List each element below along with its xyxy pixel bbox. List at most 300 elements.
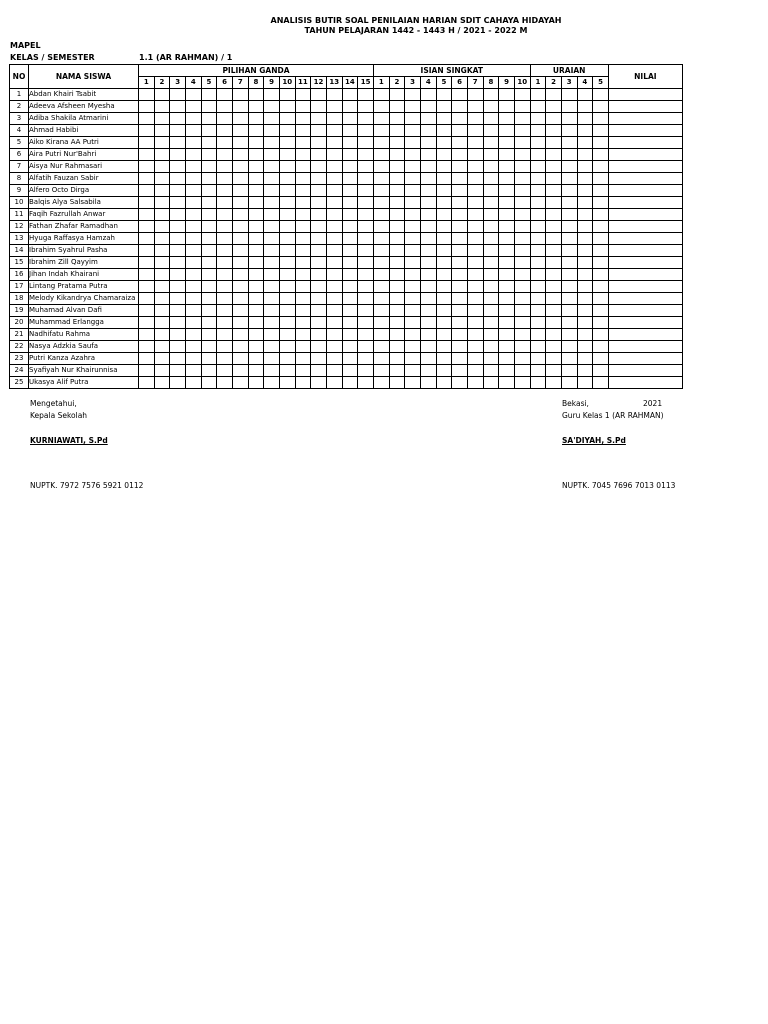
score-cell [467,161,483,173]
score-cell [546,329,562,341]
score-cell [499,173,515,185]
score-cell [420,149,436,161]
score-cell [514,101,530,113]
score-cell [561,101,577,113]
score-cell [201,89,217,101]
score-cell [326,209,342,221]
score-cell [185,149,201,161]
pg-question-number: 1 [139,77,155,89]
score-cell [311,281,327,293]
score-cell [483,233,499,245]
score-cell [514,365,530,377]
score-cell [467,341,483,353]
score-cell [170,137,186,149]
place-label: Bekasi, [562,399,589,408]
student-number: 24 [10,365,29,377]
score-cell [593,245,609,257]
score-cell [499,221,515,233]
score-cell [405,329,421,341]
score-cell [373,329,389,341]
score-cell [373,89,389,101]
score-cell [483,161,499,173]
score-cell [264,293,280,305]
score-cell [217,281,233,293]
score-cell [467,365,483,377]
score-cell [452,245,468,257]
score-cell [546,101,562,113]
score-cell [561,293,577,305]
score-cell [405,305,421,317]
score-cell [530,341,546,353]
score-cell [154,125,170,137]
score-cell [436,365,452,377]
score-cell [561,161,577,173]
table-row [10,149,683,161]
score-cell [295,89,311,101]
score-cell [185,377,201,389]
isian-question-number: 9 [499,77,515,89]
score-cell [217,161,233,173]
score-cell [154,185,170,197]
nilai-cell [608,233,682,245]
score-cell [452,101,468,113]
student-name: Muhammad Erlangga [29,317,139,329]
score-cell [326,149,342,161]
score-cell [154,173,170,185]
score-cell [561,365,577,377]
uraian-header: URAIAN [530,65,608,77]
score-cell [154,89,170,101]
score-cell [342,293,358,305]
score-cell [311,341,327,353]
score-cell [452,305,468,317]
score-cell [530,137,546,149]
score-cell [483,209,499,221]
score-cell [279,329,295,341]
score-cell [420,101,436,113]
score-cell [561,329,577,341]
score-cell [577,209,593,221]
score-cell [436,89,452,101]
mapel-label: MAPEL [10,41,41,50]
teacher-name: SA'DIYAH, S.Pd [562,436,626,445]
score-cell [264,125,280,137]
score-cell [342,257,358,269]
score-cell [358,149,374,161]
score-cell [311,221,327,233]
nilai-cell [608,329,682,341]
nilai-cell [608,281,682,293]
score-cell [499,281,515,293]
score-cell [342,341,358,353]
score-cell [201,233,217,245]
score-cell [342,377,358,389]
isian-question-number: 3 [405,77,421,89]
score-cell [295,125,311,137]
score-cell [232,377,248,389]
score-cell [577,161,593,173]
score-cell [483,341,499,353]
score-cell [217,173,233,185]
student-name: Ahmad Habibi [29,125,139,137]
score-cell [311,113,327,125]
score-cell [373,137,389,149]
score-cell [326,269,342,281]
score-cell [217,197,233,209]
score-cell [311,233,327,245]
score-cell [170,281,186,293]
table-row [10,257,683,269]
score-cell [546,305,562,317]
score-cell [389,173,405,185]
score-cell [530,233,546,245]
score-cell [311,377,327,389]
score-cell [279,173,295,185]
score-cell [546,209,562,221]
score-cell [295,233,311,245]
table-row [10,209,683,221]
score-cell [436,113,452,125]
score-cell [264,377,280,389]
score-cell [326,341,342,353]
score-cell [248,125,264,137]
score-cell [389,341,405,353]
score-cell [420,173,436,185]
score-cell [593,209,609,221]
score-cell [232,341,248,353]
score-cell [264,341,280,353]
nilai-cell [608,305,682,317]
score-cell [342,161,358,173]
score-cell [436,161,452,173]
score-cell [185,197,201,209]
score-cell [530,257,546,269]
nilai-cell [608,377,682,389]
student-number: 2 [10,101,29,113]
score-cell [295,113,311,125]
score-cell [139,125,155,137]
score-cell [577,113,593,125]
score-cell [452,377,468,389]
score-cell [248,281,264,293]
score-cell [373,125,389,137]
score-cell [248,185,264,197]
score-cell [499,197,515,209]
pg-question-number: 15 [358,77,374,89]
student-number: 1 [10,89,29,101]
score-cell [452,365,468,377]
score-cell [561,305,577,317]
score-cell [217,341,233,353]
score-cell [593,317,609,329]
student-number: 22 [10,341,29,353]
pg-question-number: 8 [248,77,264,89]
score-cell [467,305,483,317]
score-cell [514,161,530,173]
score-cell [405,209,421,221]
table-row [10,245,683,257]
score-cell [248,101,264,113]
score-cell [452,125,468,137]
score-cell [279,233,295,245]
score-cell [358,185,374,197]
score-cell [217,137,233,149]
score-cell [217,233,233,245]
score-cell [154,377,170,389]
score-cell [546,257,562,269]
score-cell [201,341,217,353]
score-cell [389,305,405,317]
score-cell [311,257,327,269]
score-cell [342,221,358,233]
score-cell [499,317,515,329]
score-cell [546,269,562,281]
score-cell [483,185,499,197]
score-cell [405,125,421,137]
score-cell [420,341,436,353]
score-cell [342,137,358,149]
score-cell [295,185,311,197]
score-cell [436,269,452,281]
score-cell [389,113,405,125]
isian-question-number: 4 [420,77,436,89]
score-cell [311,269,327,281]
score-cell [232,173,248,185]
score-cell [405,293,421,305]
score-cell [248,377,264,389]
student-name: Nasya Adzkia Saufa [29,341,139,353]
score-cell [279,221,295,233]
score-cell [546,221,562,233]
score-cell [248,269,264,281]
score-cell [248,149,264,161]
pg-question-number: 12 [311,77,327,89]
score-cell [154,281,170,293]
table-row [10,341,683,353]
student-name: Ukasya Alif Putra [29,377,139,389]
score-cell [452,329,468,341]
score-cell [546,173,562,185]
score-cell [577,173,593,185]
table-row [10,305,683,317]
score-cell [217,89,233,101]
score-cell [420,197,436,209]
student-name: Balqis Alya Salsabila [29,197,139,209]
score-cell [201,281,217,293]
score-cell [232,233,248,245]
student-number: 3 [10,113,29,125]
score-cell [295,257,311,269]
student-number: 19 [10,305,29,317]
score-cell [405,353,421,365]
score-cell [279,341,295,353]
score-cell [326,125,342,137]
score-cell [201,101,217,113]
score-cell [389,281,405,293]
score-cell [279,89,295,101]
score-cell [248,305,264,317]
score-cell [295,161,311,173]
score-cell [139,317,155,329]
score-cell [577,233,593,245]
score-cell [514,353,530,365]
score-cell [514,281,530,293]
score-cell [593,113,609,125]
score-cell [499,245,515,257]
pg-question-number: 6 [217,77,233,89]
score-cell [201,269,217,281]
student-number: 14 [10,245,29,257]
score-cell [170,185,186,197]
score-cell [342,245,358,257]
score-cell [593,185,609,197]
score-cell [232,197,248,209]
score-cell [264,185,280,197]
score-cell [593,221,609,233]
student-number: 17 [10,281,29,293]
score-cell [499,257,515,269]
score-cell [185,257,201,269]
score-cell [170,245,186,257]
score-cell [483,269,499,281]
score-cell [483,197,499,209]
score-cell [593,173,609,185]
score-cell [170,233,186,245]
score-cell [420,125,436,137]
score-cell [139,353,155,365]
score-cell [279,197,295,209]
score-cell [420,377,436,389]
score-cell [373,365,389,377]
score-cell [436,305,452,317]
score-cell [311,125,327,137]
score-cell [311,317,327,329]
score-cell [577,293,593,305]
score-cell [326,197,342,209]
score-cell [185,353,201,365]
score-cell [342,125,358,137]
student-name: Putri Kanza Azahra [29,353,139,365]
pg-question-number: 7 [232,77,248,89]
score-cell [342,173,358,185]
score-cell [139,257,155,269]
score-cell [248,293,264,305]
score-cell [279,281,295,293]
score-cell [389,377,405,389]
score-cell [405,233,421,245]
score-cell [279,257,295,269]
score-cell [577,149,593,161]
score-cell [514,125,530,137]
score-cell [279,125,295,137]
score-cell [593,101,609,113]
score-cell [358,341,374,353]
score-cell [232,125,248,137]
acknowledged-label: Mengetahui, [30,399,77,408]
score-cell [530,149,546,161]
score-cell [279,269,295,281]
score-cell [499,233,515,245]
score-cell [264,365,280,377]
score-cell [201,293,217,305]
score-cell [139,281,155,293]
student-name: Jihan Indah Khairani [29,269,139,281]
score-cell [452,149,468,161]
score-cell [185,245,201,257]
table-row [10,281,683,293]
score-cell [373,197,389,209]
score-cell [577,365,593,377]
nilai-cell [608,137,682,149]
score-cell [358,365,374,377]
score-cell [326,317,342,329]
uraian-question-number: 1 [530,77,546,89]
nilai-cell [608,221,682,233]
score-cell [467,353,483,365]
score-cell [467,329,483,341]
score-cell [326,353,342,365]
score-cell [232,245,248,257]
score-cell [185,185,201,197]
table-row [10,161,683,173]
score-cell [279,137,295,149]
score-cell [452,161,468,173]
score-cell [264,317,280,329]
score-cell [514,173,530,185]
score-cell [358,353,374,365]
score-cell [217,149,233,161]
score-cell [405,89,421,101]
score-cell [593,89,609,101]
score-cell [373,293,389,305]
student-number: 7 [10,161,29,173]
score-cell [483,293,499,305]
pg-question-number: 2 [154,77,170,89]
score-cell [577,89,593,101]
isian-question-number: 10 [514,77,530,89]
nilai-cell [608,173,682,185]
score-cell [185,209,201,221]
table-row [10,377,683,389]
score-cell [326,377,342,389]
score-cell [311,89,327,101]
score-cell [530,101,546,113]
score-cell [452,221,468,233]
score-cell [185,89,201,101]
nilai-cell [608,125,682,137]
score-cell [405,341,421,353]
score-cell [577,353,593,365]
score-cell [326,173,342,185]
score-cell [373,101,389,113]
score-cell [295,221,311,233]
score-cell [499,305,515,317]
score-cell [499,353,515,365]
score-cell [499,161,515,173]
table-row [10,137,683,149]
score-cell [248,245,264,257]
score-cell [170,113,186,125]
score-cell [514,257,530,269]
score-cell [420,209,436,221]
score-cell [389,125,405,137]
score-cell [436,149,452,161]
score-cell [467,281,483,293]
table-row [10,173,683,185]
score-cell [373,257,389,269]
score-cell [467,185,483,197]
score-cell [185,317,201,329]
